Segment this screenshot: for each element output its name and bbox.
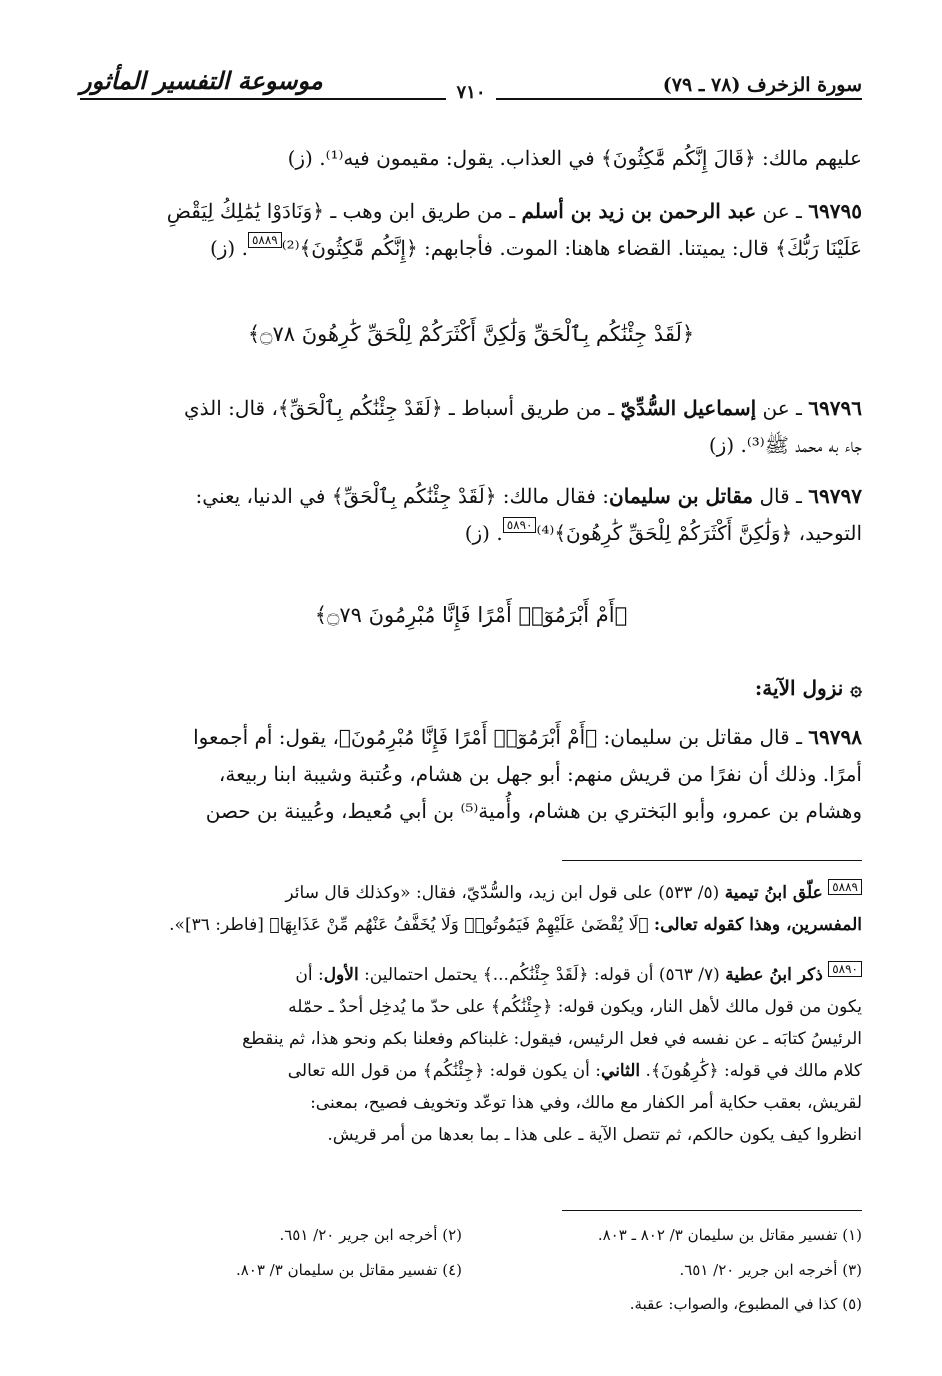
entry-text: ـ عن bbox=[756, 199, 809, 223]
first-possibility: الأول bbox=[323, 965, 359, 985]
second-possibility: الثاني bbox=[601, 1061, 641, 1081]
notes-separator bbox=[562, 860, 862, 861]
note-number-box: ٥٨٨٩ bbox=[828, 879, 862, 895]
page-number-row bbox=[0, 82, 942, 103]
note-line bbox=[80, 959, 862, 991]
note-line: يكون من قول مالك لأهل النار، ويكون قوله: ﴿جِئْنَٰكُم﴾ على حدّ ما يُدخِل أحدٌ ـ حمّله bbox=[288, 997, 862, 1017]
entry-line bbox=[80, 719, 862, 756]
footnote-3: (٣) أخرجه ابن جرير ٢٠/ ٦٥١. bbox=[679, 1261, 862, 1279]
entry-text: ـ من طريق ابن وهب ـ ﴿وَنَادَوْا يَٰمَٰلِكُ لِيَقْضِ bbox=[166, 199, 522, 223]
entry-text: ـ قال مقاتل بن سليمان: ﴿أَمْ أَبْرَمُوٓا۟ أَمْرًا فَإِنَّا مُبْرِمُونَ﴾، يقول: أم أجمعوا bbox=[193, 725, 809, 749]
page-number: ٧١٠ bbox=[446, 82, 495, 103]
footnotes-separator bbox=[562, 1210, 862, 1211]
paragraph-continuation: عليهم مالك: ﴿قَالَ إِنَّكُم مَّٰكِثُونَ﴾ في العذاب. يقول: مقيمون فيه⁽¹⁾. (ز) bbox=[287, 146, 862, 170]
cross-reference-box: ٥٨٩٠ bbox=[503, 517, 537, 533]
entry-number: ٦٩٧٩٨ bbox=[808, 725, 862, 749]
narrator-name: مقاتل بن سليمان bbox=[609, 484, 754, 508]
entry-69797 bbox=[80, 478, 862, 552]
note-text: (٥/ ٥٣٣) على قول ابن زيد، والسُّدّيّ، فقال: «وكذلك قال سائر bbox=[285, 883, 725, 903]
entry-number: ٦٩٧٩٦ bbox=[808, 396, 862, 420]
entry-number: ٦٩٧٩٧ bbox=[808, 484, 862, 508]
entry-number: ٦٩٧٩٥ bbox=[808, 199, 862, 223]
footnote-1: (١) تفسير مقاتل بن سليمان ٣/ ٨٠٢ ـ ٨٠٣. bbox=[597, 1226, 862, 1244]
entry-text: جاء به محمد ﷺ⁽³⁾. (ز) bbox=[708, 433, 862, 457]
entry-line bbox=[80, 427, 862, 464]
note-text: : أن bbox=[295, 965, 324, 985]
entry-line: وهشام بن عمرو، وأبو البَختري بن هشام، وأُمية⁽⁵⁾ بن أبي مُعيط، وعُيينة بن حصن bbox=[205, 799, 862, 823]
verse-78: ﴿لَقَدْ جِئْنَٰكُم بِٱلْحَقِّ وَلَٰكِنَّ أَكْثَرَكُمْ لِلْحَقِّ كَٰرِهُونَ ۝٧٨﴾ bbox=[247, 322, 695, 346]
book-title: موسوعة التفسير المأثور bbox=[80, 66, 323, 95]
note-number-box: ٥٨٩٠ bbox=[828, 961, 862, 977]
entry-text: التوحيد، ﴿وَلَٰكِنَّ أَكْثَرَكُمْ لِلْحَقِّ كَٰرِهُونَ﴾⁽⁴⁾ bbox=[536, 521, 862, 545]
scholar-name: ذكر ابنُ عطية bbox=[725, 965, 823, 985]
note-text: ﴿لَا يُقْضَىٰ عَلَيْهِمْ فَيَمُوتُوا۟ وَلَا يُخَفَّفُ عَنْهُم مِّنْ عَذَابِهَا﴾ [فاطر: ٣٦]». bbox=[169, 915, 654, 935]
scholar-name: علّق ابنُ تيمية bbox=[724, 883, 823, 903]
note-5890 bbox=[80, 959, 862, 1151]
note-line: لقريش، بعقب حكاية أمر الكفار مع مالك، وفي هذا توعّد وتخويف فصيح، بمعنى: bbox=[310, 1093, 862, 1113]
note-line bbox=[80, 877, 862, 909]
footnote-5: (٥) كذا في المطبوع، والصواب: عقبة. bbox=[629, 1295, 862, 1313]
narrator-name: إسماعيل السُّدِّيّ bbox=[620, 396, 757, 420]
footnote-4: (٤) تفسير مقاتل بن سليمان ٣/ ٨٠٣. bbox=[235, 1261, 462, 1279]
entry-line bbox=[80, 390, 862, 427]
entry-text: . (ز) bbox=[464, 521, 503, 545]
note-text: كلام مالك في قوله: ﴿كَٰرِهُونَ﴾. bbox=[640, 1061, 862, 1081]
narrator-name: عبد الرحمن بن زيد بن أسلم bbox=[521, 199, 757, 223]
entry-line bbox=[80, 478, 862, 515]
surah-title: سورة الزخرف (٧٨ ـ ٧٩) bbox=[662, 74, 862, 96]
note-line bbox=[80, 909, 862, 941]
entry-69796 bbox=[80, 390, 862, 464]
entry-line: أمرًا. وذلك أن نفرًا من قريش منهم: أبو جهل بن هشام، وعُتبة وشيبة ابنا ربيعة، bbox=[218, 762, 862, 786]
note-text: (٧/ ٥٦٣) أن قوله: ﴿لَقَدْ جِئْنَٰكُم...﴾ يحتمل احتمالين: bbox=[358, 965, 726, 985]
entry-text: ـ قال bbox=[753, 484, 809, 508]
footnote-2: (٢) أخرجه ابن جرير ٢٠/ ٦٥١. bbox=[279, 1226, 462, 1244]
verse-79: ﴿أَمْ أَبْرَمُوٓا۟ أَمْرًا فَإِنَّا مُبْرِمُونَ ۝٧٩﴾ bbox=[314, 603, 628, 627]
entry-line bbox=[80, 230, 862, 267]
cross-reference-box: ٥٨٨٩ bbox=[248, 232, 282, 248]
note-5889 bbox=[80, 877, 862, 941]
note-line: انظروا كيف يكون حالكم، ثم تتصل الآية ـ على هذا ـ بما بعدها من أمر قريش. bbox=[327, 1125, 862, 1145]
entry-text: عَلَيْنَا رَبُّكَ﴾ قال: يميتنا. القضاء هاهنا: الموت. فأجابهم: ﴿إِنَّكُم مَّٰكِثُونَ﴾⁽²⁾ bbox=[281, 236, 862, 260]
entry-text: ـ من طريق أسباط ـ ﴿لَقَدْ جِئْنَٰكُم بِٱلْحَقِّ﴾، قال: الذي bbox=[184, 396, 621, 420]
entry-line bbox=[80, 515, 862, 552]
note-text: : أن يكون قوله: ﴿جِئْنَٰكُم﴾ من قول الله تعالى bbox=[287, 1061, 602, 1081]
entry-text: ـ عن bbox=[756, 396, 809, 420]
entry-text: . (ز) bbox=[209, 236, 248, 260]
entry-69795 bbox=[80, 193, 862, 267]
note-text-bold: المفسرين، وهذا كقوله تعالى: bbox=[653, 915, 862, 935]
entry-line bbox=[80, 193, 862, 230]
section-heading: ۞ نزول الآية: bbox=[754, 676, 862, 700]
note-line bbox=[80, 1055, 862, 1087]
note-line: الرئيسُ كتابَه ـ عن نفسه في فعل الرئيس، فيقول: غلبناكم وفعلنا بكم ونحو هذا، ثم ينقطع bbox=[242, 1029, 862, 1049]
entry-text: : فقال مالك: ﴿لَقَدْ جِئْنَٰكُم بِٱلْحَقِّ﴾ في الدنيا، يعني: bbox=[195, 484, 610, 508]
entry-69798 bbox=[80, 719, 862, 830]
